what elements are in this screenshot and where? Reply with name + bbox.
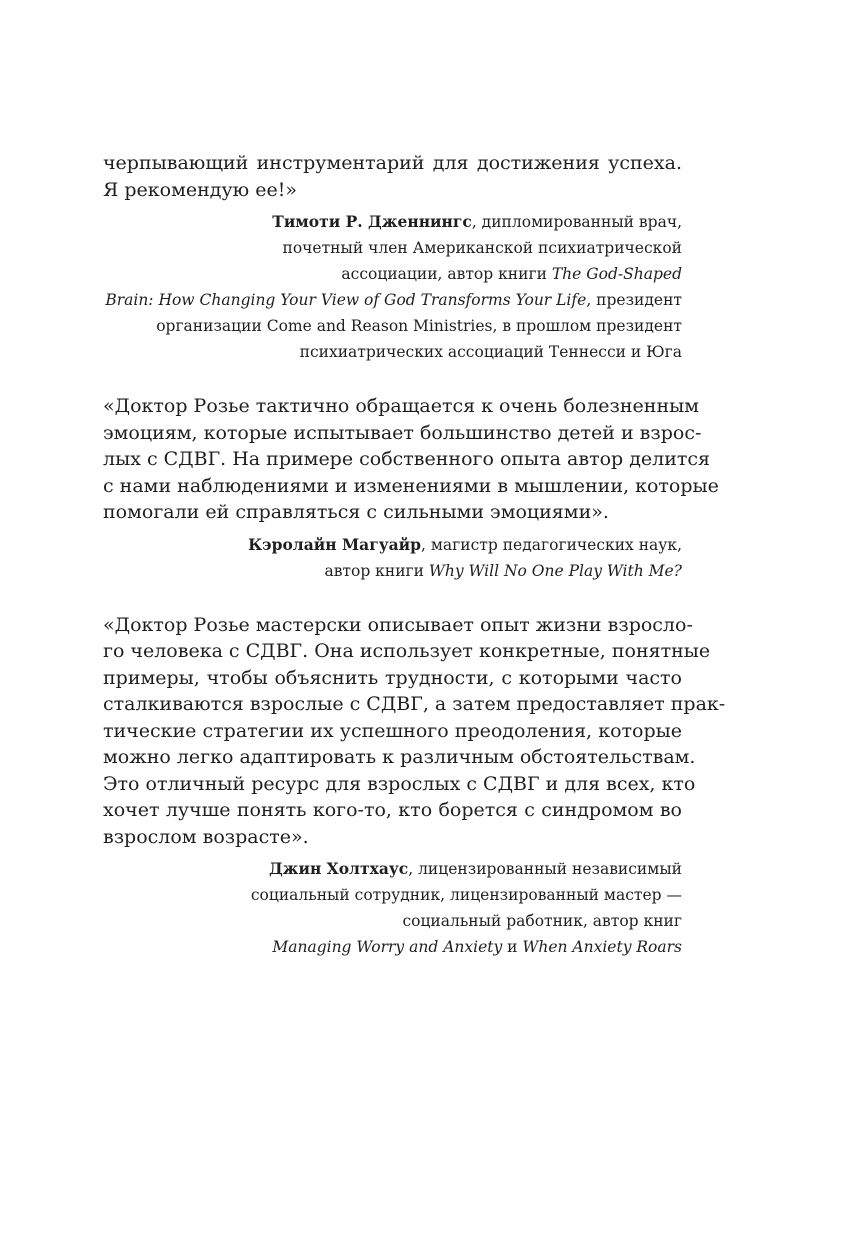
attribution-line: социальный сотрудник, лицензированный мастер — <box>250 886 682 904</box>
author-name: Джин Холтхаус <box>269 859 409 878</box>
book-title: Managing Worry and Anxiety <box>272 938 503 956</box>
attribution-line: организации Come and Reason Ministries, в прошлом президент <box>156 317 682 335</box>
author-name: Кэролайн Магуайр <box>248 534 421 554</box>
quote-line: примеры, чтобы объяснить трудности, с которыми часто <box>103 666 682 689</box>
quote-text <box>103 612 726 851</box>
quote-text <box>103 393 719 526</box>
attribution-line: ассоциации, автор книги The God-Shaped <box>341 265 682 283</box>
quote-line: можно легко адаптировать к различным обстоятельствам. <box>103 746 696 768</box>
quote-line: «Доктор Розье мастерски описывает опыт жизни взросло- <box>103 613 693 636</box>
quote-text <box>103 150 682 203</box>
attribution-line: Managing Worry and Anxiety и When Anxiety Roars <box>272 938 682 956</box>
book-title: The God-Shaped <box>551 265 682 283</box>
book-title: Brain: How Changing Your View of God Transforms Your Life <box>105 291 587 309</box>
quote-line: Я рекомендую ее!» <box>103 178 297 201</box>
quote-line: черпывающий инструментарий для достижения успеха. <box>103 152 682 174</box>
attribution-line: Джин Холтхаус, лицензированный независимый <box>269 859 682 878</box>
quote-line: лых с СДВГ. На примере собственного опыта автор делится <box>103 448 711 470</box>
testimonial-jennings <box>103 150 682 365</box>
quote-line: сталкиваются взрослые с СДВГ, а затем предоставляет прак- <box>103 693 726 715</box>
testimonial-maguire <box>103 393 719 584</box>
quote-line: взрослом возрасте». <box>103 825 309 848</box>
quote-line: хочет лучше понять кого-то, кто борется с синдромом во <box>103 799 682 821</box>
attribution <box>103 532 682 584</box>
testimonial-holthaus <box>103 612 726 961</box>
attribution-line: Brain: How Changing Your View of God Transforms Your Life, президент <box>105 291 682 309</box>
author-name: Тимоти Р. Дженнингс <box>272 212 472 231</box>
quote-line: эмоциям, которые испытывает большинство детей и взрос- <box>103 421 702 444</box>
attribution <box>103 856 682 960</box>
attribution-line: психиатрических ассоциаций Теннесси и Юга <box>299 343 682 361</box>
attribution-line: почетный член Американской психиатрической <box>282 239 682 257</box>
quote-line: тические стратегии их успешного преодоления, которые <box>103 719 682 742</box>
book-title: When Anxiety Roars <box>522 938 682 956</box>
quote-line: с нами наблюдениями и изменениями в мышлении, которые <box>103 474 719 497</box>
attribution <box>103 209 682 365</box>
quote-line: «Доктор Розье тактично обращается к очень болезненным <box>103 395 700 417</box>
attribution-line: социальный работник, автор книг <box>402 912 682 930</box>
quote-line: го человека с СДВГ. Она использует конкретные, понятные <box>103 640 711 662</box>
book-title: Why Will No One Play With Me? <box>428 561 682 580</box>
attribution-line: Тимоти Р. Дженнингс, дипломированный врач, <box>272 212 682 231</box>
quote-line: Это отличный ресурс для взрослых с СДВГ и для всех, кто <box>103 772 696 795</box>
attribution-line: Кэролайн Магуайр, магистр педагогических наук, <box>248 534 682 554</box>
quote-line: помогали ей справляться с сильными эмоциями». <box>103 501 609 523</box>
book-page <box>103 150 726 988</box>
attribution-line: автор книги Why Will No One Play With Me? <box>324 561 682 580</box>
